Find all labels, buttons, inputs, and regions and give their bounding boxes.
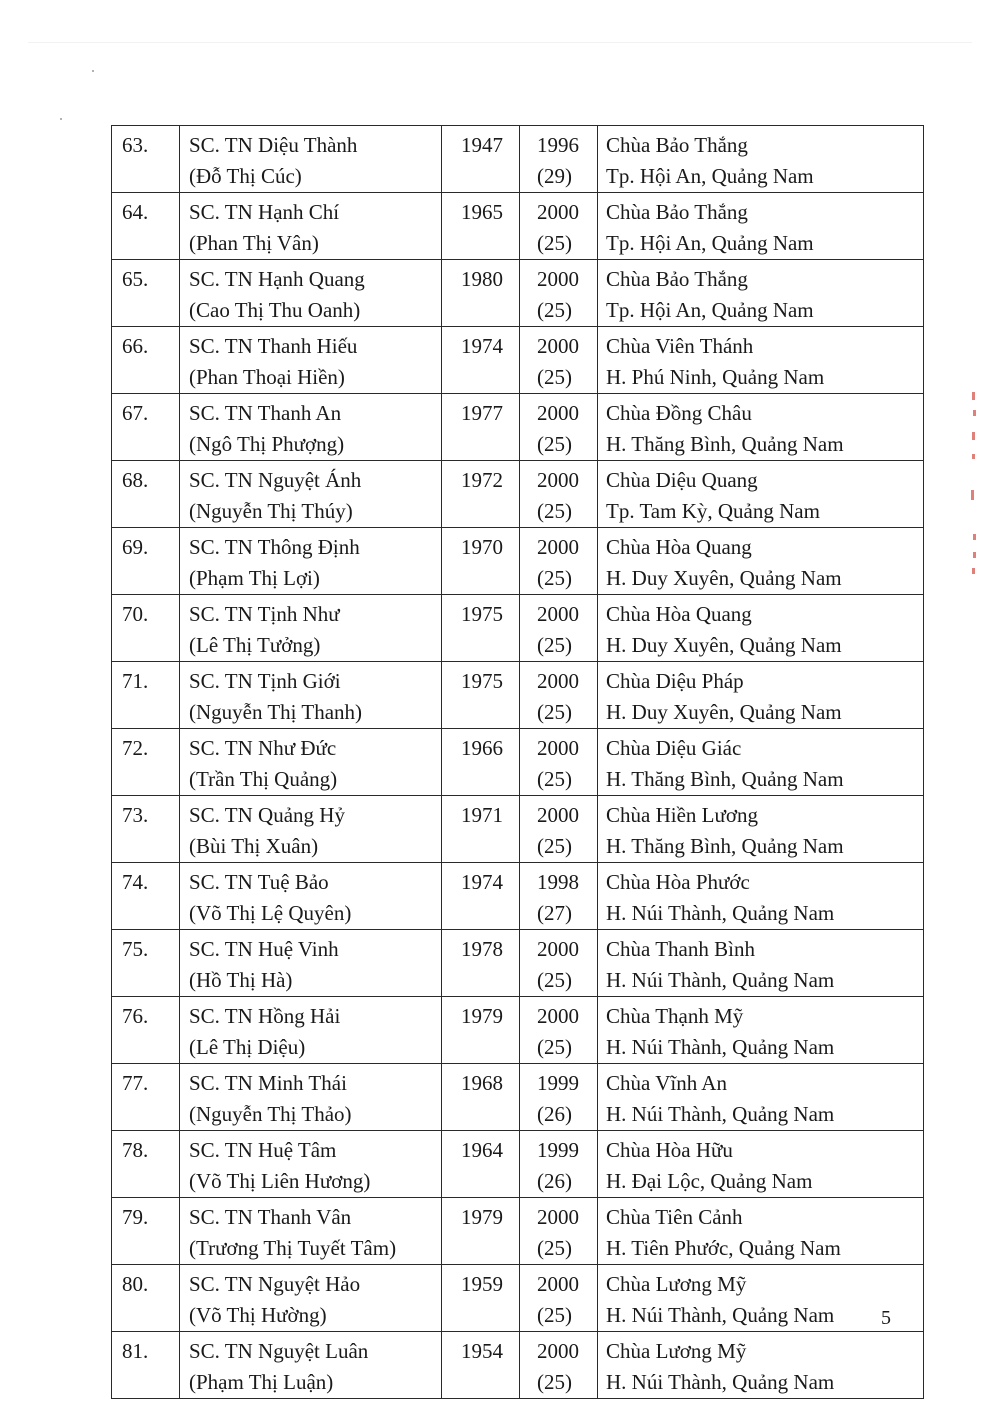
name-cell xyxy=(180,1131,442,1198)
row-number-cell xyxy=(112,1332,180,1399)
birth-year-cell xyxy=(442,126,520,193)
ordination-year: 2000 xyxy=(537,535,579,559)
stamp-mark xyxy=(972,392,975,400)
temple-name: Chùa Lương Mỹ xyxy=(606,1339,747,1363)
ordination-cell xyxy=(520,193,598,260)
address-cell xyxy=(598,930,924,997)
vassa-count: (29) xyxy=(537,164,572,188)
row-number: 68. xyxy=(122,468,149,492)
name-cell xyxy=(180,997,442,1064)
address-cell xyxy=(598,863,924,930)
name-cell xyxy=(180,662,442,729)
address-cell xyxy=(598,595,924,662)
ordination-cell xyxy=(520,930,598,997)
temple-location: H. Thăng Bình, Quảng Nam xyxy=(606,767,844,791)
lay-name: (Phan Thoại Hiền) xyxy=(189,365,345,389)
address-cell xyxy=(598,729,924,796)
table-row xyxy=(112,997,924,1064)
margin-stamp-marks xyxy=(966,392,980,592)
temple-location: H. Tiên Phước, Quảng Nam xyxy=(606,1236,841,1260)
dharma-name: SC. TN Hồng Hải xyxy=(189,1004,341,1028)
name-cell xyxy=(180,461,442,528)
table-row xyxy=(112,729,924,796)
temple-name: Chùa Lương Mỹ xyxy=(606,1272,747,1296)
temple-name: Chùa Bảo Thắng xyxy=(606,133,748,157)
address-cell xyxy=(598,528,924,595)
temple-location: Tp. Hội An, Quảng Nam xyxy=(606,298,814,322)
temple-location: H. Phú Ninh, Quảng Nam xyxy=(606,365,825,389)
row-number-cell xyxy=(112,394,180,461)
table-row xyxy=(112,327,924,394)
ordination-year: 1999 xyxy=(537,1138,579,1162)
row-number-cell xyxy=(112,193,180,260)
ordination-cell xyxy=(520,863,598,930)
lay-name: (Trương Thị Tuyết Tâm) xyxy=(189,1236,397,1260)
name-cell xyxy=(180,327,442,394)
ordination-cell xyxy=(520,260,598,327)
birth-year-cell xyxy=(442,930,520,997)
row-number: 64. xyxy=(122,200,149,224)
temple-location: H. Núi Thành, Quảng Nam xyxy=(606,1303,835,1327)
address-cell xyxy=(598,997,924,1064)
table-row xyxy=(112,662,924,729)
row-number-cell xyxy=(112,796,180,863)
lay-name: (Lê Thị Tưởng) xyxy=(189,633,321,657)
birth-year-cell xyxy=(442,1198,520,1265)
row-number: 70. xyxy=(122,602,149,626)
row-number-cell xyxy=(112,1265,180,1332)
roster-table xyxy=(111,125,924,1399)
row-number: 77. xyxy=(122,1071,149,1095)
temple-name: Chùa Diệu Pháp xyxy=(606,669,744,693)
ordination-cell xyxy=(520,394,598,461)
ordination-cell xyxy=(520,729,598,796)
lay-name: (Nguyễn Thị Thúy) xyxy=(189,499,353,523)
ordination-year: 2000 xyxy=(537,736,579,760)
lay-name: (Ngô Thị Phượng) xyxy=(189,432,345,456)
table-row xyxy=(112,394,924,461)
name-cell xyxy=(180,394,442,461)
vassa-count: (25) xyxy=(537,1303,572,1327)
temple-location: H. Núi Thành, Quảng Nam xyxy=(606,1102,835,1126)
birth-year-cell xyxy=(442,863,520,930)
roster-table-body xyxy=(112,126,924,1399)
ordination-cell xyxy=(520,662,598,729)
table-row xyxy=(112,528,924,595)
temple-name: Chùa Viên Thánh xyxy=(606,334,754,358)
name-cell xyxy=(180,1198,442,1265)
ordination-cell xyxy=(520,997,598,1064)
birth-year: 1965 xyxy=(461,200,503,224)
ordination-year: 1998 xyxy=(537,870,579,894)
birth-year: 1975 xyxy=(461,602,503,626)
birth-year: 1959 xyxy=(461,1272,503,1296)
stamp-mark xyxy=(972,568,975,574)
vassa-count: (25) xyxy=(537,968,572,992)
temple-location: H. Núi Thành, Quảng Nam xyxy=(606,1370,835,1394)
lay-name: (Võ Thị Liên Hương) xyxy=(189,1169,371,1193)
lay-name: (Phạm Thị Luận) xyxy=(189,1370,334,1394)
temple-name: Chùa Diệu Quang xyxy=(606,468,758,492)
row-number: 71. xyxy=(122,669,149,693)
name-cell xyxy=(180,126,442,193)
birth-year: 1980 xyxy=(461,267,503,291)
temple-location: Tp. Hội An, Quảng Nam xyxy=(606,164,814,188)
birth-year: 1979 xyxy=(461,1205,503,1229)
ordination-year: 2000 xyxy=(537,1205,579,1229)
scan-speck xyxy=(60,118,62,120)
dharma-name: SC. TN Thanh Vân xyxy=(189,1205,352,1229)
temple-location: Tp. Hội An, Quảng Nam xyxy=(606,231,814,255)
row-number: 75. xyxy=(122,937,149,961)
birth-year: 1974 xyxy=(461,870,503,894)
vassa-count: (25) xyxy=(537,298,572,322)
temple-name: Chùa Hòa Quang xyxy=(606,535,752,559)
address-cell xyxy=(598,1265,924,1332)
dharma-name: SC. TN Thông Định xyxy=(189,535,360,559)
stamp-mark xyxy=(973,410,976,416)
vassa-count: (25) xyxy=(537,767,572,791)
table-row xyxy=(112,1265,924,1332)
address-cell xyxy=(598,662,924,729)
address-cell xyxy=(598,1064,924,1131)
lay-name: (Đỗ Thị Cúc) xyxy=(189,164,302,188)
birth-year: 1977 xyxy=(461,401,503,425)
birth-year: 1971 xyxy=(461,803,503,827)
birth-year-cell xyxy=(442,193,520,260)
table-row xyxy=(112,1198,924,1265)
lay-name: (Cao Thị Thu Oanh) xyxy=(189,298,361,322)
birth-year-cell xyxy=(442,327,520,394)
birth-year-cell xyxy=(442,528,520,595)
dharma-name: SC. TN Quảng Hỷ xyxy=(189,803,345,827)
row-number-cell xyxy=(112,997,180,1064)
birth-year: 1975 xyxy=(461,669,503,693)
temple-name: Chùa Hòa Quang xyxy=(606,602,752,626)
vassa-count: (25) xyxy=(537,1370,572,1394)
address-cell xyxy=(598,126,924,193)
ordination-year: 2000 xyxy=(537,669,579,693)
dharma-name: SC. TN Minh Thái xyxy=(189,1071,347,1095)
row-number-cell xyxy=(112,1064,180,1131)
dharma-name: SC. TN Nguyệt Hảo xyxy=(189,1272,361,1296)
address-cell xyxy=(598,260,924,327)
ordination-cell xyxy=(520,528,598,595)
lay-name: (Nguyễn Thị Thảo) xyxy=(189,1102,352,1126)
table-row xyxy=(112,126,924,193)
address-cell xyxy=(598,193,924,260)
ordination-year: 2000 xyxy=(537,1004,579,1028)
temple-location: H. Núi Thành, Quảng Nam xyxy=(606,968,835,992)
ordination-year: 2000 xyxy=(537,602,579,626)
vassa-count: (25) xyxy=(537,231,572,255)
temple-location: Tp. Tam Kỳ, Quảng Nam xyxy=(606,499,820,523)
address-cell xyxy=(598,394,924,461)
ordination-cell xyxy=(520,595,598,662)
row-number: 79. xyxy=(122,1205,149,1229)
ordination-year: 2000 xyxy=(537,200,579,224)
dharma-name: SC. TN Hạnh Chí xyxy=(189,200,340,224)
temple-name: Chùa Hòa Hữu xyxy=(606,1138,733,1162)
birth-year: 1978 xyxy=(461,937,503,961)
row-number-cell xyxy=(112,327,180,394)
ordination-cell xyxy=(520,327,598,394)
lay-name: (Nguyễn Thị Thanh) xyxy=(189,700,363,724)
address-cell xyxy=(598,1198,924,1265)
birth-year: 1974 xyxy=(461,334,503,358)
dharma-name: SC. TN Huệ Vinh xyxy=(189,937,339,961)
vassa-count: (25) xyxy=(537,365,572,389)
ordination-year: 1996 xyxy=(537,133,579,157)
lay-name: (Hồ Thị Hà) xyxy=(189,968,293,992)
row-number-cell xyxy=(112,126,180,193)
dharma-name: SC. TN Hạnh Quang xyxy=(189,267,365,291)
stamp-mark xyxy=(972,454,975,459)
address-cell xyxy=(598,1332,924,1399)
birth-year-cell xyxy=(442,260,520,327)
lay-name: (Võ Thị Hường) xyxy=(189,1303,327,1327)
ordination-year: 2000 xyxy=(537,1339,579,1363)
temple-location: H. Núi Thành, Quảng Nam xyxy=(606,901,835,925)
dharma-name: SC. TN Diệu Thành xyxy=(189,133,358,157)
table-row xyxy=(112,930,924,997)
birth-year: 1954 xyxy=(461,1339,503,1363)
ordination-year: 2000 xyxy=(537,1272,579,1296)
stamp-mark xyxy=(973,552,976,558)
address-cell xyxy=(598,327,924,394)
row-number-cell xyxy=(112,1198,180,1265)
ordination-year: 2000 xyxy=(537,468,579,492)
row-number: 63. xyxy=(122,133,149,157)
birth-year-cell xyxy=(442,1064,520,1131)
ordination-cell xyxy=(520,126,598,193)
lay-name: (Võ Thị Lệ Quyên) xyxy=(189,901,352,925)
temple-location: H. Duy Xuyên, Quảng Nam xyxy=(606,700,842,724)
birth-year-cell xyxy=(442,394,520,461)
row-number: 76. xyxy=(122,1004,149,1028)
row-number-cell xyxy=(112,461,180,528)
temple-name: Chùa Hiền Lương xyxy=(606,803,758,827)
dharma-name: SC. TN Tịnh Giới xyxy=(189,669,341,693)
vassa-count: (25) xyxy=(537,566,572,590)
temple-name: Chùa Thanh Bình xyxy=(606,937,755,961)
vassa-count: (25) xyxy=(537,834,572,858)
dharma-name: SC. TN Nguyệt Ánh xyxy=(189,468,362,492)
vassa-count: (25) xyxy=(537,700,572,724)
row-number: 78. xyxy=(122,1138,149,1162)
temple-location: H. Thăng Bình, Quảng Nam xyxy=(606,432,844,456)
ordination-cell xyxy=(520,1265,598,1332)
row-number-cell xyxy=(112,863,180,930)
name-cell xyxy=(180,1265,442,1332)
row-number: 72. xyxy=(122,736,149,760)
row-number-cell xyxy=(112,260,180,327)
temple-name: Chùa Bảo Thắng xyxy=(606,200,748,224)
ordination-cell xyxy=(520,1131,598,1198)
dharma-name: SC. TN Thanh An xyxy=(189,401,342,425)
table-row xyxy=(112,796,924,863)
scan-speck xyxy=(92,70,94,72)
table-row xyxy=(112,461,924,528)
birth-year-cell xyxy=(442,729,520,796)
row-number-cell xyxy=(112,528,180,595)
birth-year-cell xyxy=(442,796,520,863)
row-number: 69. xyxy=(122,535,149,559)
dharma-name: SC. TN Tịnh Như xyxy=(189,602,340,626)
lay-name: (Lê Thị Diệu) xyxy=(189,1035,306,1059)
row-number-cell xyxy=(112,930,180,997)
birth-year-cell xyxy=(442,662,520,729)
temple-name: Chùa Đồng Châu xyxy=(606,401,752,425)
dharma-name: SC. TN Thanh Hiếu xyxy=(189,334,358,358)
dharma-name: SC. TN Huệ Tâm xyxy=(189,1138,337,1162)
temple-name: Chùa Hòa Phước xyxy=(606,870,750,894)
stamp-mark xyxy=(972,432,975,440)
table-row xyxy=(112,1064,924,1131)
name-cell xyxy=(180,595,442,662)
lay-name: (Bùi Thị Xuân) xyxy=(189,834,319,858)
row-number: 67. xyxy=(122,401,149,425)
lay-name: (Phan Thị Vân) xyxy=(189,231,319,255)
name-cell xyxy=(180,260,442,327)
row-number: 66. xyxy=(122,334,149,358)
temple-name: Chùa Vĩnh An xyxy=(606,1071,727,1095)
birth-year-cell xyxy=(442,1131,520,1198)
temple-name: Chùa Diệu Giác xyxy=(606,736,742,760)
birth-year: 1966 xyxy=(461,736,503,760)
row-number-cell xyxy=(112,595,180,662)
temple-name: Chùa Tiên Cảnh xyxy=(606,1205,743,1229)
temple-name: Chùa Bảo Thắng xyxy=(606,267,748,291)
name-cell xyxy=(180,796,442,863)
name-cell xyxy=(180,528,442,595)
birth-year: 1964 xyxy=(461,1138,503,1162)
name-cell xyxy=(180,729,442,796)
ordination-cell xyxy=(520,796,598,863)
row-number: 65. xyxy=(122,267,149,291)
birth-year: 1972 xyxy=(461,468,503,492)
birth-year: 1968 xyxy=(461,1071,503,1095)
name-cell xyxy=(180,1332,442,1399)
ordination-cell xyxy=(520,1064,598,1131)
row-number: 81. xyxy=(122,1339,149,1363)
row-number: 80. xyxy=(122,1272,149,1296)
row-number: 73. xyxy=(122,803,149,827)
row-number-cell xyxy=(112,729,180,796)
temple-location: H. Thăng Bình, Quảng Nam xyxy=(606,834,844,858)
vassa-count: (26) xyxy=(537,1169,572,1193)
address-cell xyxy=(598,1131,924,1198)
row-number: 74. xyxy=(122,870,149,894)
ordination-cell xyxy=(520,1332,598,1399)
temple-location: H. Núi Thành, Quảng Nam xyxy=(606,1035,835,1059)
birth-year-cell xyxy=(442,1332,520,1399)
row-number-cell xyxy=(112,662,180,729)
ordination-year: 2000 xyxy=(537,401,579,425)
birth-year-cell xyxy=(442,461,520,528)
vassa-count: (27) xyxy=(537,901,572,925)
ordination-year: 2000 xyxy=(537,267,579,291)
page-number: 5 xyxy=(881,1307,891,1329)
table-row xyxy=(112,193,924,260)
temple-location: H. Đại Lộc, Quảng Nam xyxy=(606,1169,813,1193)
birth-year: 1947 xyxy=(461,133,503,157)
ordination-year: 2000 xyxy=(537,803,579,827)
ordination-year: 2000 xyxy=(537,937,579,961)
vassa-count: (25) xyxy=(537,1035,572,1059)
birth-year-cell xyxy=(442,595,520,662)
ordination-year: 1999 xyxy=(537,1071,579,1095)
table-row xyxy=(112,1131,924,1198)
vassa-count: (25) xyxy=(537,499,572,523)
ordination-year: 2000 xyxy=(537,334,579,358)
birth-year: 1979 xyxy=(461,1004,503,1028)
temple-name: Chùa Thạnh Mỹ xyxy=(606,1004,744,1028)
address-cell xyxy=(598,796,924,863)
dharma-name: SC. TN Như Đức xyxy=(189,736,337,760)
ordination-cell xyxy=(520,1198,598,1265)
birth-year-cell xyxy=(442,997,520,1064)
dharma-name: SC. TN Tuệ Bảo xyxy=(189,870,329,894)
address-cell xyxy=(598,461,924,528)
temple-location: H. Duy Xuyên, Quảng Nam xyxy=(606,633,842,657)
lay-name: (Phạm Thị Lợi) xyxy=(189,566,320,590)
vassa-count: (26) xyxy=(537,1102,572,1126)
vassa-count: (25) xyxy=(537,432,572,456)
birth-year-cell xyxy=(442,1265,520,1332)
stamp-mark xyxy=(973,534,976,540)
table-row xyxy=(112,595,924,662)
table-row xyxy=(112,1332,924,1399)
name-cell xyxy=(180,930,442,997)
lay-name: (Trần Thị Quảng) xyxy=(189,767,338,791)
name-cell xyxy=(180,193,442,260)
temple-location: H. Duy Xuyên, Quảng Nam xyxy=(606,566,842,590)
name-cell xyxy=(180,863,442,930)
birth-year: 1970 xyxy=(461,535,503,559)
dharma-name: SC. TN Nguyệt Luân xyxy=(189,1339,369,1363)
vassa-count: (25) xyxy=(537,633,572,657)
name-cell xyxy=(180,1064,442,1131)
vassa-count: (25) xyxy=(537,1236,572,1260)
row-number-cell xyxy=(112,1131,180,1198)
ordination-cell xyxy=(520,461,598,528)
stamp-mark xyxy=(971,490,974,500)
table-row xyxy=(112,863,924,930)
table-row xyxy=(112,260,924,327)
